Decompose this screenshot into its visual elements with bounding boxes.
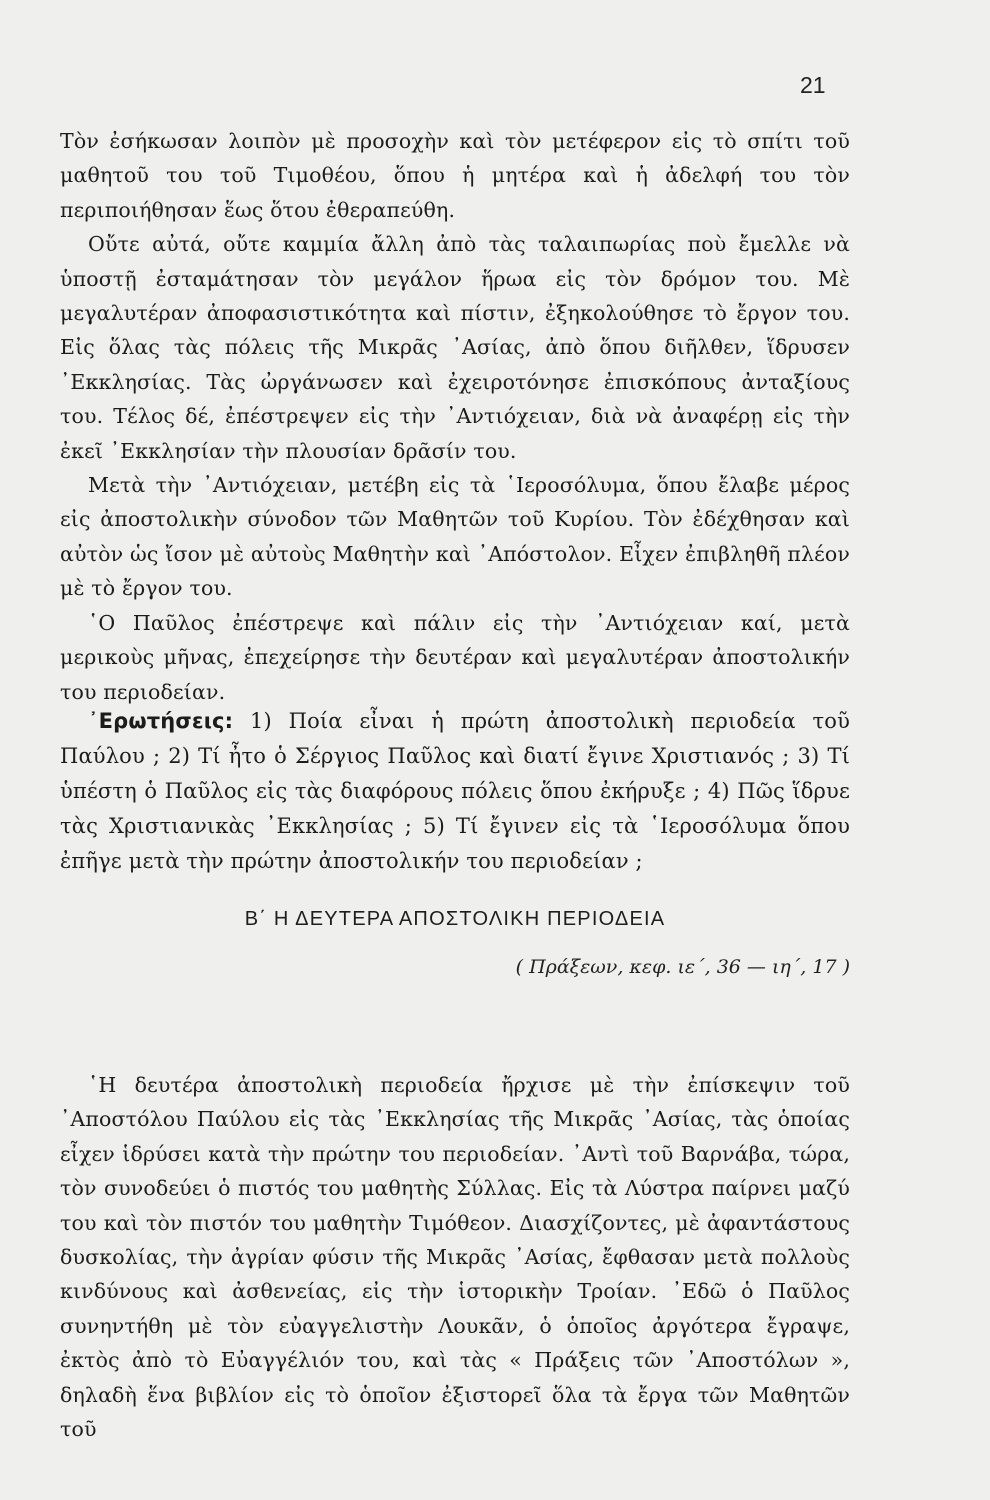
section-1-text [60, 124, 850, 709]
paragraph: ῾Ο Παῦλος ἐπέστρεψε καὶ πάλιν εἰς τὴν ᾽Αντιόχειαν καί, μετὰ μερικοὺς μῆνας, ἐπεχείρησε τὴν δευτέραν καὶ μεγαλυτέραν ἀποστολικήν του περιοδείαν. [60, 610, 850, 704]
questions-label: ᾽Ερωτήσεις: [88, 709, 234, 733]
page-number: 21 [800, 72, 826, 98]
paragraph: ῾Η δευτέρα ἀποστολικὴ περιοδεία ἤρχισε μὲ τὴν ἐπίσκεψιν τοῦ ᾽Αποστόλου Παύλου εἰς τὰς ᾽Εκκλησίας τῆς Μικρᾶς ᾽Ασίας, τὰς ὁποίας εἶχεν ἱδρύσει κατὰ τὴν πρώτην του περιοδείαν. ᾽Αντὶ τοῦ Βαρνάβα, τώρα, τὸν συνοδεύει ὁ πιστός του μαθητὴς Σύλλας. Εἰς τὰ Λύστρα παίρνει μαζύ του καὶ τὸν πιστόν του μαθητὴν Τιμόθεον. Διασχίζοντες, μὲ ἀφαντάστους δυσκολίας, τὴν ἀγρίαν φύσιν τῆς Μικρᾶς ᾽Ασίας, ἔφθασαν μετὰ πολλοὺς κινδύνους καὶ ἀσθενείας, εἰς τὴν ἱστορικὴν Τροίαν. ᾽Εδῶ ὁ Παῦλος συνηντήθη μὲ τὸν εὐαγγελιστὴν Λουκᾶν, ὁ ὁποῖος ἀργότερα ἔγραψε, ἐκτὸς ἀπὸ τὸ Εὐαγγέλιόν του, καὶ τὰς « Πράξεις τῶν ᾽Αποστόλων », δηλαδὴ ἕνα βιβλίον εἰς τὸ ὁποῖον ἐξιστορεῖ ὅλα τὰ ἔργα τῶν Μαθητῶν τοῦ [60, 1073, 850, 1442]
review-questions [60, 704, 850, 879]
questions-paragraph [60, 704, 850, 879]
section-2-text [60, 1068, 850, 1446]
paragraph: Μετὰ τὴν ᾽Αντιόχειαν, μετέβη εἰς τὰ ῾Ιεροσόλυμα, ὅπου ἔλαβε μέρος εἰς ἀποστολικὴν σύνοδον τῶν Μαθητῶν τοῦ Κυρίου. Τὸν ἐδέχθησαν καὶ αὐτὸν ὡς ἴσον μὲ αὐτοὺς Μαθητὴν καὶ ᾽Απόστολον. Εἶχεν ἐπιβληθῆ πλέον μὲ τὸ ἔργον του. [60, 473, 850, 601]
questions-text: 1) Ποία εἶναι ἡ πρώτη ἀποστολικὴ περιοδεία τοῦ Παύλου ; 2) Τί ἦτο ὁ Σέργιος Παῦλος καὶ διατί ἔγινε Χριστιανός ; 3) Τί ὑπέστη ὁ Παῦλος εἰς τὰς διαφόρους πόλεις ὅπου ἐκήρυξε ; 4) Πῶς ἵδρυε τὰς Χριστιανικὰς ᾽Εκκλησίας ; 5) Τί ἔγινεν εἰς τὰ ῾Ιεροσόλυμα ὅπου ἐπῆγε μετὰ τὴν πρώτην ἀποστολικήν του περιοδείαν ; [60, 709, 850, 873]
paragraph: Οὔτε αὐτά, οὔτε καμμία ἄλλη ἀπὸ τὰς ταλαιπωρίας ποὺ ἔμελλε νὰ ὑποστῇ ἐσταμάτησαν τὸν μεγάλον ἥρωα εἰς τὸν δρόμον του. Μὲ μεγαλυτέραν ἀποφασιστικότητα καὶ πίστιν, ἐξηκολούθησε τὸ ἔργον του. Εἰς ὅλας τὰς πόλεις τῆς Μικρᾶς ᾽Ασίας, ἀπὸ ὅπου διῆλθεν, ἵδρυσεν ᾽Εκκλησίας. Τὰς ὠργάνωσεν καὶ ἐχειροτόνησε ἐπισκόπους ἀνταξίους του. Τέλος δέ, ἐπέστρεψεν εἰς τὴν ᾽Αντιόχειαν, διὰ νὰ ἀναφέρῃ εἰς τὴν ἐκεῖ ᾽Εκκλησίαν τὴν πλουσίαν δρᾶσίν του. [60, 232, 850, 463]
paragraph: Τὸν ἐσήκωσαν λοιπὸν μὲ προσοχὴν καὶ τὸν μετέφερον εἰς τὸ σπίτι τοῦ μαθητοῦ του τοῦ Τιμοθέου, ὅπου ἡ μητέρα καὶ ἡ ἀδελφή του τὸν περιποιήθησαν ἕως ὅτου ἐθεραπεύθη. [60, 129, 850, 222]
scripture-reference: ( Πράξεων, κεφ. ιε΄, 36 — ιη΄, 17 ) [515, 956, 850, 978]
section-heading: Β΄ Η ΔΕΥΤΕΡΑ ΑΠΟΣΤΟΛΙΚΗ ΠΕΡΙΟΔΕΙΑ [244, 908, 666, 930]
